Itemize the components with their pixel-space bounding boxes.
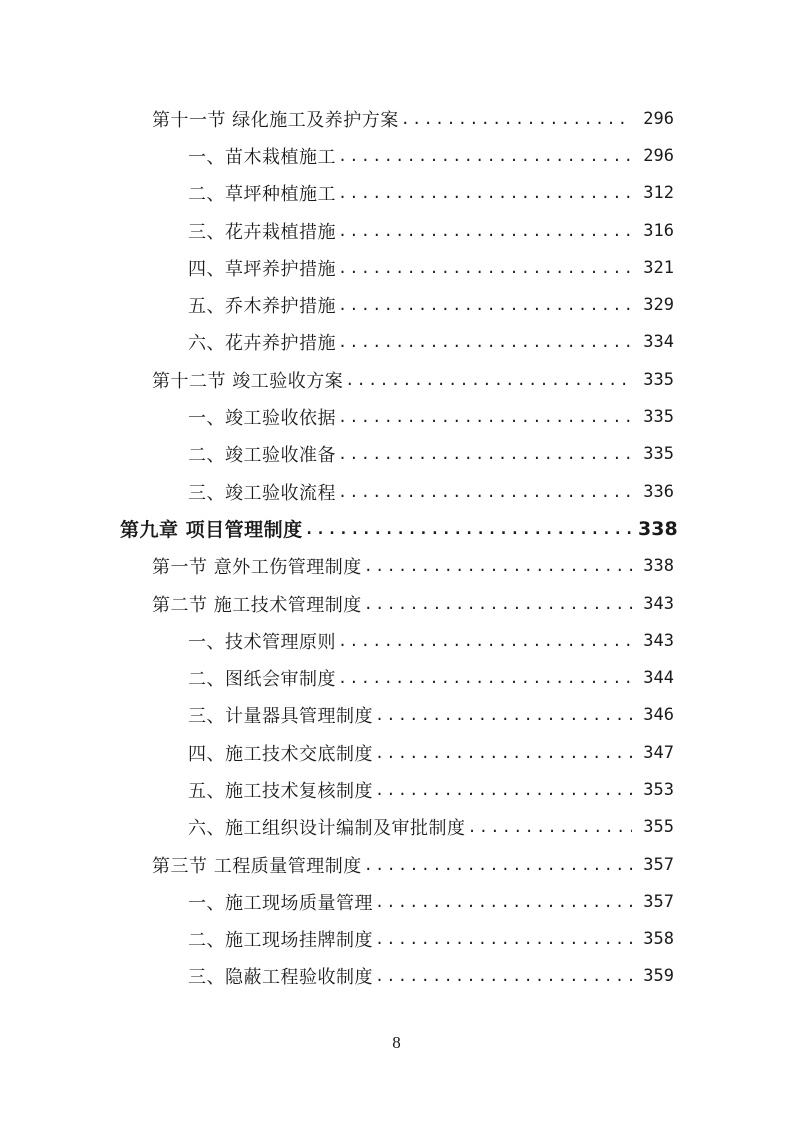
toc-section-entry[interactable] — [0, 585, 793, 622]
toc-entry-title: 第二节 施工技术管理制度 — [152, 594, 362, 616]
toc-dot-leader — [338, 145, 632, 167]
toc-dot-leader — [345, 369, 632, 391]
toc-entry-title: 五、乔木养护措施 — [188, 296, 336, 318]
toc-dot-leader — [338, 406, 632, 428]
toc-dot-leader — [375, 891, 632, 913]
toc-dot-leader — [375, 704, 632, 726]
toc-dot-leader — [338, 443, 632, 465]
toc-subsection-entry[interactable] — [0, 324, 793, 361]
toc-entry-title: 一、苗木栽植施工 — [188, 146, 336, 168]
toc-entry-page: 343 — [643, 593, 674, 614]
toc-subsection-entry[interactable] — [0, 958, 793, 995]
toc-entry-page: 338 — [643, 556, 674, 577]
toc-subsection-entry[interactable] — [0, 175, 793, 212]
toc-dot-leader — [375, 742, 632, 764]
toc-entry-title: 二、图纸会审制度 — [188, 669, 336, 691]
page-number: 8 — [392, 1033, 401, 1052]
toc-dot-leader — [401, 108, 632, 130]
toc-entry-page: 336 — [643, 481, 674, 502]
toc-entry-page: 346 — [643, 705, 674, 726]
toc-subsection-entry[interactable] — [0, 286, 793, 323]
toc-subsection-entry[interactable] — [0, 771, 793, 808]
toc-chapter-entry[interactable] — [0, 510, 793, 547]
toc-section-entry[interactable] — [0, 846, 793, 883]
toc-entry-title: 第十一节 绿化施工及养护方案 — [152, 109, 399, 131]
toc-entry-page: 359 — [643, 966, 674, 987]
toc-entry-title: 四、施工技术交底制度 — [188, 743, 373, 765]
toc-dot-leader — [364, 854, 632, 876]
toc-dot-leader — [364, 555, 632, 577]
toc-dot-leader — [338, 667, 632, 689]
toc-dot-leader — [338, 257, 632, 279]
toc-entry-title: 二、竣工验收准备 — [188, 445, 336, 467]
toc-subsection-entry[interactable] — [0, 398, 793, 435]
toc-entry-page: 358 — [643, 929, 674, 950]
toc-subsection-entry[interactable] — [0, 473, 793, 510]
table-of-contents — [0, 100, 793, 995]
toc-dot-leader — [375, 965, 632, 987]
toc-entry-page: 343 — [643, 630, 674, 651]
toc-subsection-entry[interactable] — [0, 921, 793, 958]
toc-section-entry[interactable] — [0, 361, 793, 398]
toc-entry-page: 335 — [643, 444, 674, 465]
toc-entry-page: 329 — [643, 295, 674, 316]
toc-entry-title: 三、竣工验收流程 — [188, 482, 336, 504]
toc-entry-title: 六、施工组织设计编制及审批制度 — [188, 818, 466, 840]
toc-subsection-entry[interactable] — [0, 212, 793, 249]
toc-dot-leader — [364, 593, 632, 615]
toc-entry-title: 一、施工现场质量管理 — [188, 892, 373, 914]
toc-subsection-entry[interactable] — [0, 734, 793, 771]
toc-entry-title: 四、草坪养护措施 — [188, 258, 336, 280]
toc-subsection-entry[interactable] — [0, 249, 793, 286]
toc-entry-title: 三、花卉栽植措施 — [188, 221, 336, 243]
toc-entry-page: 316 — [643, 220, 674, 241]
toc-entry-title: 第十二节 竣工验收方案 — [152, 370, 344, 392]
toc-section-entry[interactable] — [0, 100, 793, 137]
toc-subsection-entry[interactable] — [0, 659, 793, 696]
toc-subsection-entry[interactable] — [0, 809, 793, 846]
toc-entry-title: 三、隐蔽工程验收制度 — [188, 967, 373, 989]
toc-dot-leader — [375, 928, 632, 950]
toc-entry-title: 三、计量器具管理制度 — [188, 706, 373, 728]
toc-subsection-entry[interactable] — [0, 137, 793, 174]
toc-dot-leader — [338, 630, 632, 652]
toc-entry-page: 355 — [643, 817, 674, 838]
toc-dot-leader — [338, 331, 632, 353]
toc-entry-page: 312 — [643, 183, 674, 204]
toc-entry-title: 六、花卉养护措施 — [188, 333, 336, 355]
toc-dot-leader — [375, 779, 632, 801]
toc-entry-title: 二、施工现场挂牌制度 — [188, 930, 373, 952]
toc-dot-leader — [338, 481, 632, 503]
toc-dot-leader — [338, 294, 632, 316]
toc-subsection-entry[interactable] — [0, 436, 793, 473]
toc-entry-page: 344 — [643, 668, 674, 689]
toc-entry-page: 338 — [638, 517, 678, 540]
toc-section-entry[interactable] — [0, 548, 793, 585]
toc-entry-title: 第九章 项目管理制度 — [120, 519, 303, 542]
toc-entry-page: 353 — [643, 779, 674, 800]
toc-entry-title: 一、竣工验收依据 — [188, 408, 336, 430]
toc-entry-page: 296 — [643, 145, 674, 166]
toc-entry-page: 335 — [643, 407, 674, 428]
toc-entry-title: 二、草坪种植施工 — [188, 184, 336, 206]
toc-entry-title: 五、施工技术复核制度 — [188, 780, 373, 802]
toc-dot-leader — [305, 518, 632, 540]
toc-entry-page: 357 — [643, 854, 674, 875]
toc-subsection-entry[interactable] — [0, 622, 793, 659]
toc-entry-page: 334 — [643, 332, 674, 353]
toc-subsection-entry[interactable] — [0, 697, 793, 734]
toc-entry-page: 347 — [643, 742, 674, 763]
toc-dot-leader — [338, 182, 632, 204]
toc-dot-leader — [468, 816, 633, 838]
toc-entry-page: 321 — [643, 257, 674, 278]
toc-dot-leader — [338, 220, 632, 242]
toc-entry-page: 357 — [643, 891, 674, 912]
toc-entry-title: 一、技术管理原则 — [188, 631, 336, 653]
toc-entry-page: 335 — [643, 369, 674, 390]
toc-entry-title: 第三节 工程质量管理制度 — [152, 855, 362, 877]
toc-entry-title: 第一节 意外工伤管理制度 — [152, 557, 362, 579]
toc-subsection-entry[interactable] — [0, 883, 793, 920]
toc-entry-page: 296 — [643, 108, 674, 129]
